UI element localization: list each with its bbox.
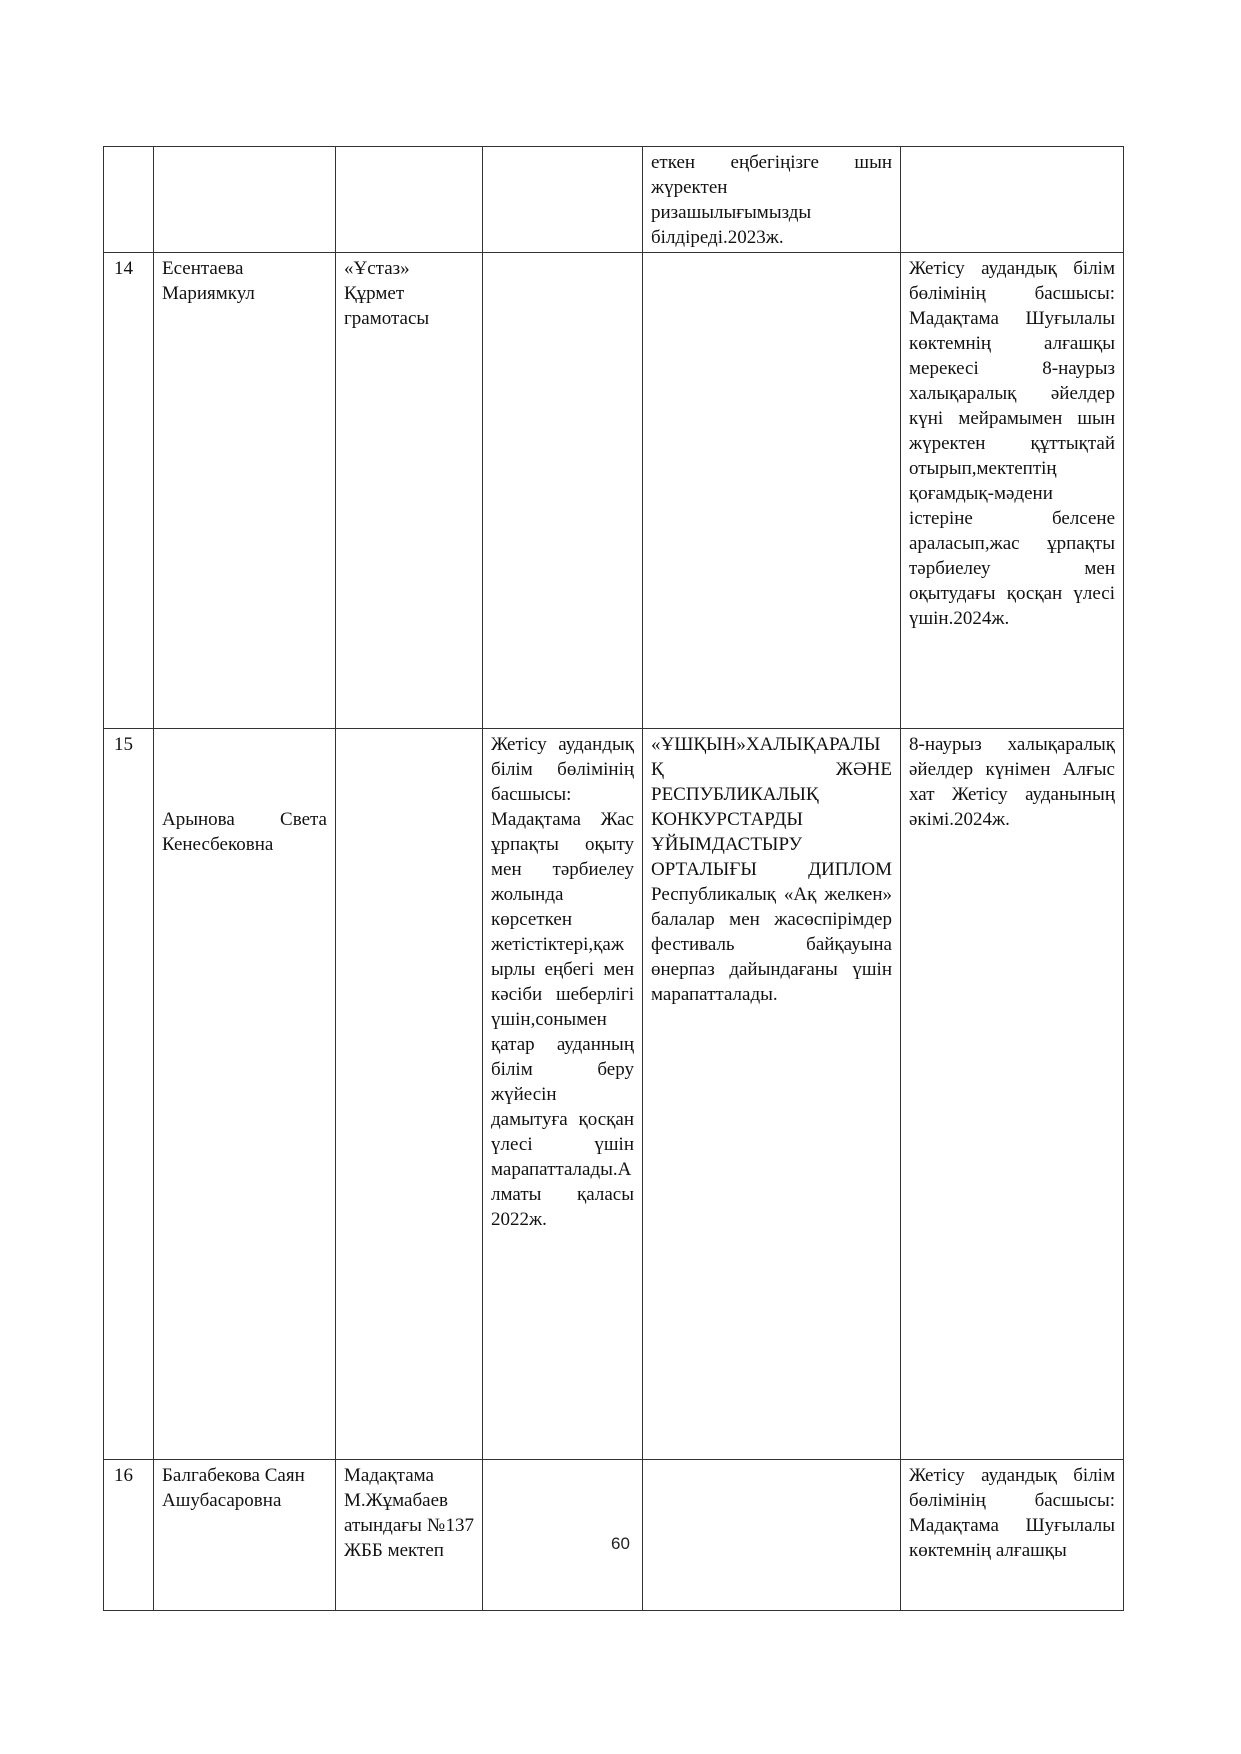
- row-number: [104, 147, 154, 253]
- row-number: 16: [104, 1460, 154, 1611]
- award-cell: [483, 253, 643, 729]
- award-cell: Мадақтама М.Жұмабаев атындағы №137 ЖББ мектеп: [336, 1460, 483, 1611]
- award-cell: еткен еңбегіңізге шын жүректен ризашылығымызды білдіреді.2023ж.: [643, 147, 901, 253]
- award-cell: Жетісу аудандық білім бөлімінің басшысы: Мадақтама Шуғылалы көктемнің алғашқы: [901, 1460, 1124, 1611]
- page-number: 60: [611, 1534, 630, 1553]
- awards-table: [103, 146, 1124, 1611]
- award-cell: «Ұстаз» Құрмет грамотасы: [336, 253, 483, 729]
- table-row: [104, 729, 1124, 1460]
- award-cell: «ҰШҚЫН»ХАЛЫҚАРАЛЫҚ ЖӘНЕ РЕСПУБЛИКАЛЫҚ КОНКУРСТАРДЫ ҰЙЫМДАСТЫРУ ОРТАЛЫҒЫ ДИПЛОМ Республикалық «Ақ желкен» балалар мен жасөспірімдер фестиваль байқауына өнерпаз дайындағаны үшін марапатталады.: [643, 729, 901, 1460]
- table-row: [104, 147, 1124, 253]
- award-cell: [483, 147, 643, 253]
- row-number: 14: [104, 253, 154, 729]
- full-name-cell: Балгабекова Саян Ашубасаровна: [154, 1460, 336, 1611]
- row-number: 15: [104, 729, 154, 1460]
- full-name-cell: [154, 147, 336, 253]
- award-cell: Жетісу аудандық білім бөлімінің басшысы: Мадақтама Шуғылалы көктемнің алғашқы мерекесі 8-наурыз халықаралық әйелдер күні мейрамымен шын жүректен құттықтай отырып,мектептің қоғамдық-мәдени істеріне белсене араласып,жас ұрпақты тәрбиелеу мен оқытудағы қосқан үлесі үшін.2024ж.: [901, 253, 1124, 729]
- award-cell: [643, 253, 901, 729]
- award-cell: [901, 147, 1124, 253]
- award-cell: 8-наурыз халықаралық әйелдер күнімен Алғыс хат Жетісу ауданының әкімі.2024ж.: [901, 729, 1124, 1460]
- award-cell: Жетісу аудандық білім бөлімінің басшысы: Мадақтама Жас ұрпақты оқыту мен тәрбиелеу жолында көрсеткен жетістіктері,қажырлы еңбегі мен кәсіби шеберлігі үшін,сонымен қатар ауданның білім беру жүйесін дамытуға қосқан үлесі үшін марапатталады.Алматы қаласы 2022ж.: [483, 729, 643, 1460]
- full-name-cell: Есентаева Мариямкул: [154, 253, 336, 729]
- table-row: [104, 253, 1124, 729]
- award-cell: [336, 147, 483, 253]
- full-name-cell: Арынова Света Кенесбековна: [154, 729, 336, 1460]
- award-cell: [336, 729, 483, 1460]
